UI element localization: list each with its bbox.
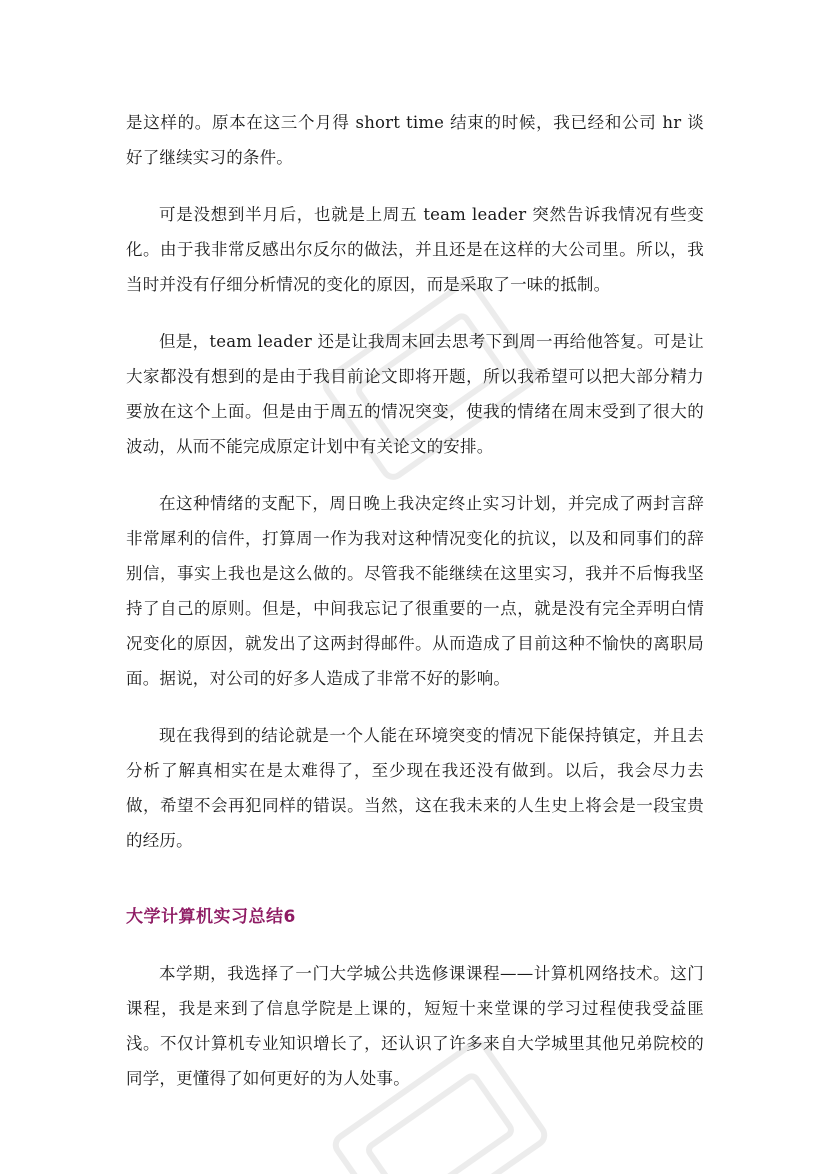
- paragraph: 本学期，我选择了一门大学城公共选修课课程——计算机网络技术。这门课程，我是来到了信息学院是上课的，短短十来堂课的学习过程使我受益匪浅。不仅计算机专业知识增长了，还认识了许多来自大学城里其他兄弟院校的同学，更懂得了如何更好的为人处事。: [126, 964, 704, 1088]
- paragraph: 现在我得到的结论就是一个人能在环境突变的情况下能保持镇定，并且去分析了解真相实在是太难得了，至少现在我还没有做到。以后，我会尽力去做，希望不会再犯同样的错误。当然，这在我未来的人生史上将会是一段宝贵的经历。: [126, 726, 704, 850]
- paragraph: 是这样的。原本在这三个月得 short time 结束的时候，我已经和公司 hr 谈好了继续实习的条件。: [126, 113, 704, 167]
- paragraph: 在这种情绪的支配下，周日晚上我决定终止实习计划，并完成了两封言辞非常犀利的信件，打算周一作为我对这种情况变化的抗议，以及和同事们的辞别信，事实上我也是这么做的。尽管我不能继续在这里实习，我并不后悔我坚持了自己的原则。但是，中间我忘记了很重要的一点，就是没有完全弄明白情况变化的原因，就发出了这两封得邮件。从而造成了目前这种不愉快的离职局面。据说，对公司的好多人造成了非常不好的影响。: [126, 494, 704, 688]
- section-heading: 大学计算机实习总结6: [126, 907, 296, 927]
- paragraph: 但是，team leader 还是让我周末回去思考下到周一再给他答复。可是让大家都没有想到的是由于我目前论文即将开题，所以我希望可以把大部分精力要放在这个上面。但是由于周五的情况突变，使我的情绪在周末受到了很大的波动，从而不能完成原定计划中有关论文的安排。: [126, 332, 704, 456]
- paragraph: 可是没想到半月后，也就是上周五 team leader 突然告诉我情况有些变化。由于我非常反感出尔反尔的做法，并且还是在这样的大公司里。所以，我当时并没有仔细分析情况的变化的原因，而是采取了一味的抵制。: [126, 205, 704, 294]
- document-body: [126, 105, 704, 1118]
